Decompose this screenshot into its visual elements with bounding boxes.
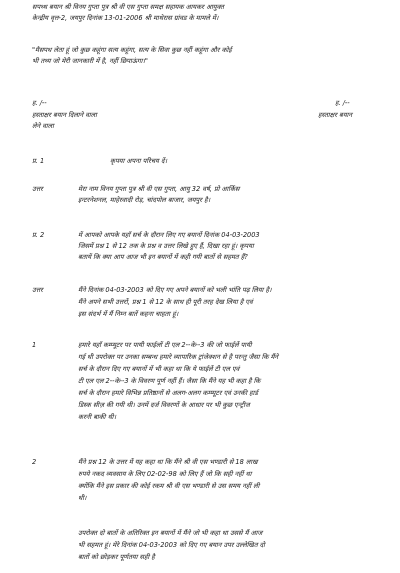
- answer-line: मेरा नाम विनय गुप्ता पुत्र श्री वी एस गुप्ता, आयु 32 वर्ष, प्रो आर्किस: [78, 185, 240, 193]
- question-line: जिसमें प्रश्न 1 से 12 तक के प्रश्न व उत्तर लिखे हुए हैं, दिखा रहा हूं। कृपया: [78, 242, 254, 250]
- oath-line: भी तथ्य जो मेरी जानकारी में है, नहीं छिपाऊंगा।": [32, 57, 148, 65]
- point-line: करनी बाकी थी।: [78, 413, 116, 421]
- answer-label: उत्तर: [32, 286, 43, 294]
- closing-line: भी सहमत हूं। मेरे दिनांक 04-03-2003 को दिए गए बयान उपर उल्लेखित दो: [78, 541, 265, 549]
- point-line: सर्च के दौरान दिए गए बयानों में भी कहा था कि ये फाईलें टी एल एवं: [78, 365, 240, 373]
- signature-left-mark: ह. /--: [32, 99, 47, 107]
- answer-line: मैंने अपने सभी उत्तरों, प्रश्न 1 से 12 के साथ ही पूरी तरह देख लिया है एवं: [78, 298, 253, 306]
- question-text: कृपया अपना परिचय दें।: [110, 157, 167, 165]
- question-line: बतायें कि क्या आप आज भी इन बयानों में कही गयी बातों से सहमत हैं?: [78, 253, 248, 261]
- point-line: थी।: [78, 494, 87, 502]
- point-label: 1: [32, 341, 37, 349]
- intro-line: सपथ्थ बयान श्री विनय गुप्ता पुत्र श्री वी एस गुप्ता समक्ष सहायक आयकर आयुक्त: [32, 3, 224, 11]
- question-label: प्र. 1: [32, 157, 45, 165]
- point-line: डिस्क सीज़ की गयी थी। उनमें दर्ज विवरणों के आधार पर भी कुछ एन्ट्रीज: [78, 401, 250, 409]
- closing-line: उपरोक्त दो बातों के अतिरिक्त इन बयानों में मैंने जो भी कहा था उससे मैं आज: [78, 529, 263, 537]
- answer-line: मैंने दिनांक 04-03-2003 को दिए गए अपने बयानों को भली भांति पढ़ लिया है।: [78, 286, 272, 294]
- point-line: रुपये नकद व्यवसाय के लिए 02-02-98 को लिए हैं जो कि सही नहीं था: [78, 470, 252, 478]
- point-label: 2: [32, 458, 37, 466]
- answer-line: इस संदर्भ में मैं निम्न बातें कहना चाहता हूं।: [78, 310, 179, 318]
- point-line: क्योंकि मैंने इस प्रकार की कोई रकम श्री वी एस भण्डारी से उस समय नहीं ली: [78, 482, 260, 490]
- point-line: मैंने प्रश्न 12 के उत्तर में यह कहा था कि मैंने श्री वी एस भण्डारी से 18 लाख: [78, 458, 258, 466]
- point-line: गई थी उपरोक्त पर उनका सम्बन्ध हमारे व्यापारिक ट्रांजेक्शन से है परन्तु जैसा कि मैंने: [78, 353, 279, 361]
- answer-label: उत्तर: [32, 185, 43, 193]
- answer-line: इन्टरनेशनल, माहेरवादी रोड़, चांदपोल बाजार, जयपुर है।: [78, 196, 211, 204]
- question-line: में आपको आपके यहाँ सर्च के दौरान लिए गए बयानों दिनांक 04-03-2003: [78, 231, 260, 239]
- point-line: सर्च के दौरान हमारे विभिन्न प्रतिष्ठानों से अलग-अलग कम्प्यूटर एवं उनकी हार्ड: [78, 389, 258, 397]
- signature-left-label: हस्ताक्षर बयान दिलाने वाला: [32, 111, 97, 119]
- oath-line: "मैसपथ लेता हूं जो कुछ कहूंगा सत्य कहूंगा, सत्य के सिवा कुछ नहीं कहूंगा और कोई: [32, 46, 232, 54]
- signature-left-label: लेने वाला: [32, 122, 54, 130]
- signature-right-label: हस्ताक्षर बयान: [318, 111, 353, 119]
- intro-line: केन्द्रीय वृत्त-2, जयपुर दिनांक 13-01-2006 श्री माथेरास ग्रांवड के मामले में।: [32, 14, 219, 22]
- signature-right-mark: ह. /--: [335, 99, 350, 107]
- point-line: टी एल एल 2--के--3 के विवरण पूर्ण नहीं हैं। जैसा कि मैंने यह भी कहा है कि: [78, 377, 261, 385]
- question-label: प्र. 2: [32, 231, 45, 239]
- closing-line: बातों को छोड़कर पूर्णतया सही है: [78, 553, 155, 561]
- point-line: हमारे यहाँ कम्प्यूटर पर पायी फाईलों टी एल 2--के--3 की जो फाईलें पायी: [78, 341, 252, 349]
